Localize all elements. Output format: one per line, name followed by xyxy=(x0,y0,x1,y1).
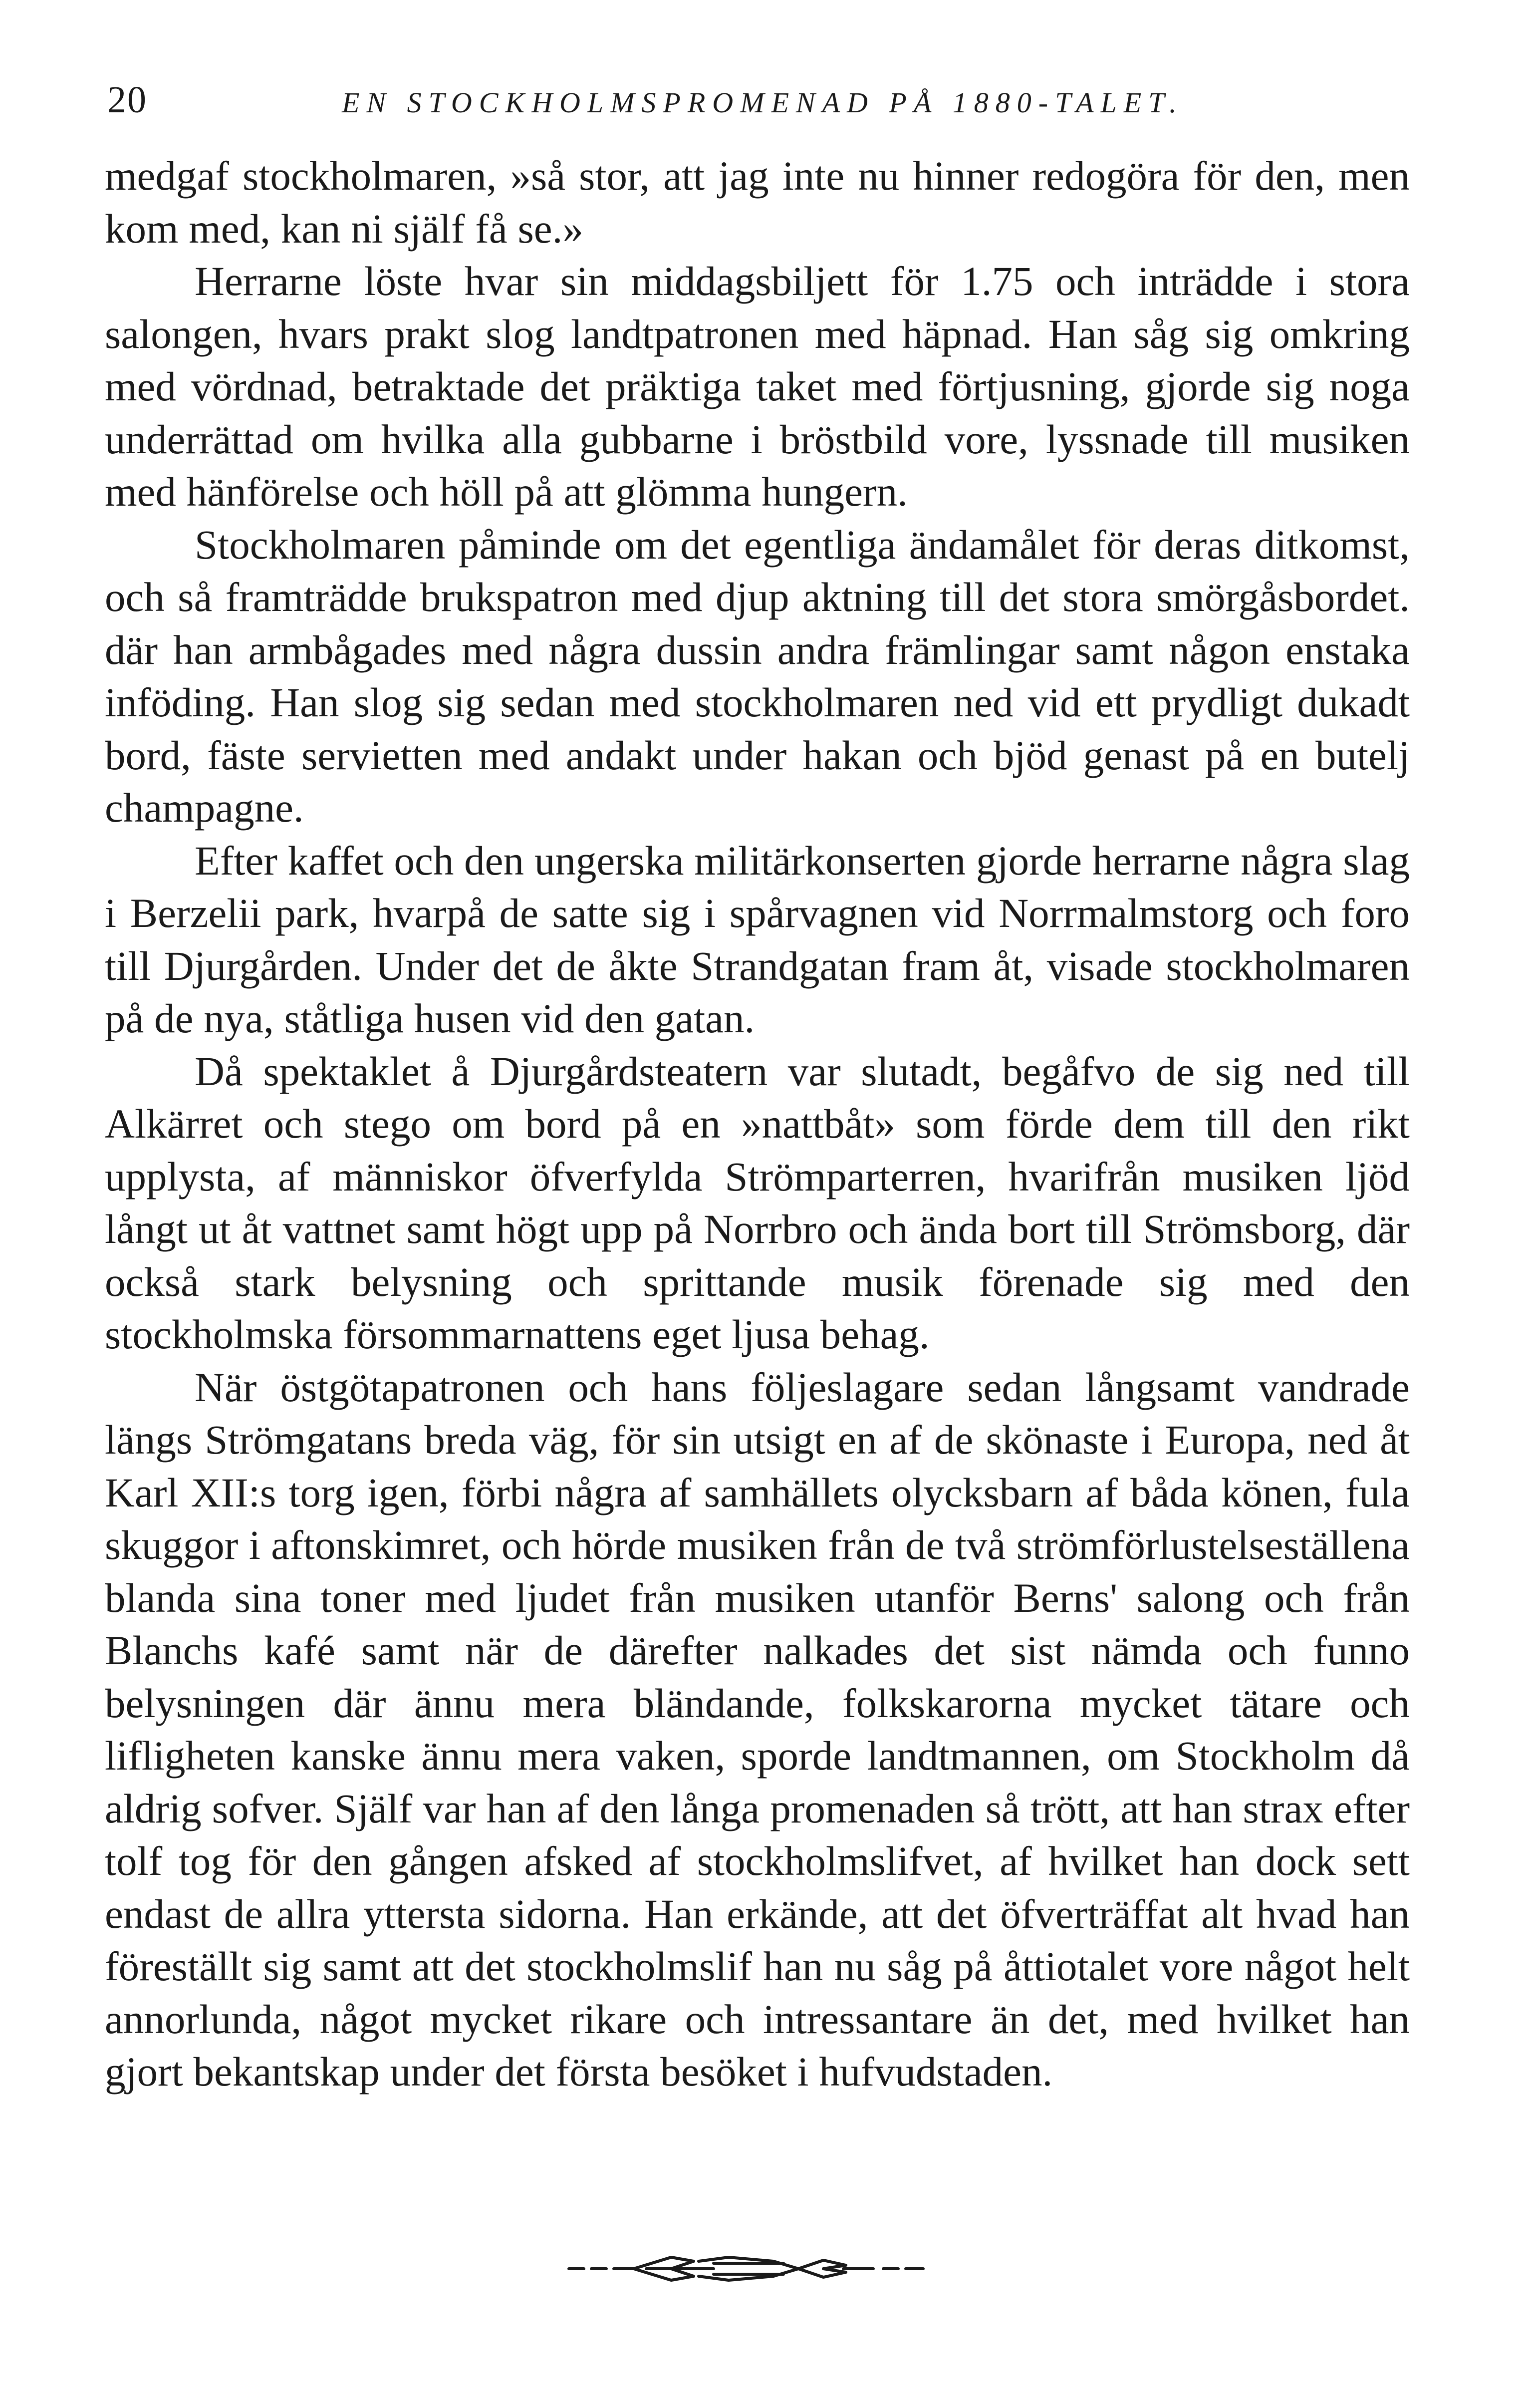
paragraph: Efter kaffet och den ungerska militärkonserten gjorde herrarne några slag i Berzelii park, hvarpå de satte sig i spårvagnen vid Norrmalmstorg och foro till Djurgården. Under det de åkte Strandgatan fram åt, visade stockholmaren på de nya, ståtliga husen vid den gatan. xyxy=(105,837,1410,1041)
paragraph: Stockholmaren påminde om det egentliga ändamålet för deras ditkomst, och så framträdde brukspatron med djup aktning till det stora smörgåsbordet. där han armbågades med några dussin andra främlingar samt någon enstaka inföding. Han slog sig sedan med stockholmaren ned vid ett prydligt dukadt bord, fäste servietten med andakt under hakan och bjöd genast på en butelj champagne. xyxy=(105,521,1410,831)
paragraph: När östgötapatronen och hans följeslagare sedan långsamt vandrade längs Strömgatans breda väg, för sin utsigt en af de skönaste i Europa, ned åt Karl XII:s torg igen, förbi några af samhällets olycksbarn af båda könen, fula skuggor i aftonskimret, och hörde musiken från de två strömförlustelseställena blanda sina toner med ljudet från musiken utanför Berns' salong och från Blanchs kafé samt när de därefter nalkades det sist nämda och funno belysningen där ännu mera bländande, folkskarorna mycket tätare och lifligheten kanske ännu mera vaken, sporde landtmannen, om Stockholm då aldrig sofver. Själf var han af den långa promenaden så trött, att han strax efter tolf tog för den gången afsked af stockholmslifvet, af hvilket han dock sett endast de allra yttersta sidorna. Han erkände, att det öfverträffat alt hvad han föreställt sig samt att det stockholmslif han nu såg på åttiotalet vore något helt annorlunda, något mycket rikare och intressantare än det, med hvilket han gjort bekantskap under det första besöket i hufvudstaden. xyxy=(105,1364,1410,2095)
tailpiece-ornament-icon xyxy=(564,2246,933,2291)
paragraph: Då spektaklet å Djurgårdsteatern var slutadt, begåfvo de sig ned till Alkärret och stego om bord på en »nattbåt» som förde dem till den rikt upplysta, af människor öfverfylda Strömparterren, hvarifrån musiken ljöd långt ut åt vattnet samt högt upp på Norrbro och ända bort till Strömsborg, där också stark belysning och sprittande musik förenade sig med den stockholmska försommarnattens eget ljusa behag. xyxy=(105,1048,1410,1357)
paragraph: Herrarne löste hvar sin middagsbiljett för 1.75 och inträdde i stora salongen, hvars prakt slog landtpatronen med häpnad. Han såg sig omkring med vördnad, betraktade det präktiga taket med förtjusning, gjorde sig noga underrättad om hvilka alla gubbarne i bröstbild vore, lyssnade till musiken med hänförelse och höll på att glömma hungern. xyxy=(105,258,1410,515)
page-number: 20 xyxy=(107,79,147,121)
body-text xyxy=(105,150,1410,2246)
running-title: EN STOCKHOLMSPROMENAD PÅ 1880-TALET. xyxy=(342,86,1184,119)
paragraph-continued: medgaf stockholmaren, »så stor, att jag inte nu hinner redogöra för den, men kom med, kan ni själf få se.» xyxy=(105,153,1410,252)
page-header xyxy=(107,75,1415,125)
